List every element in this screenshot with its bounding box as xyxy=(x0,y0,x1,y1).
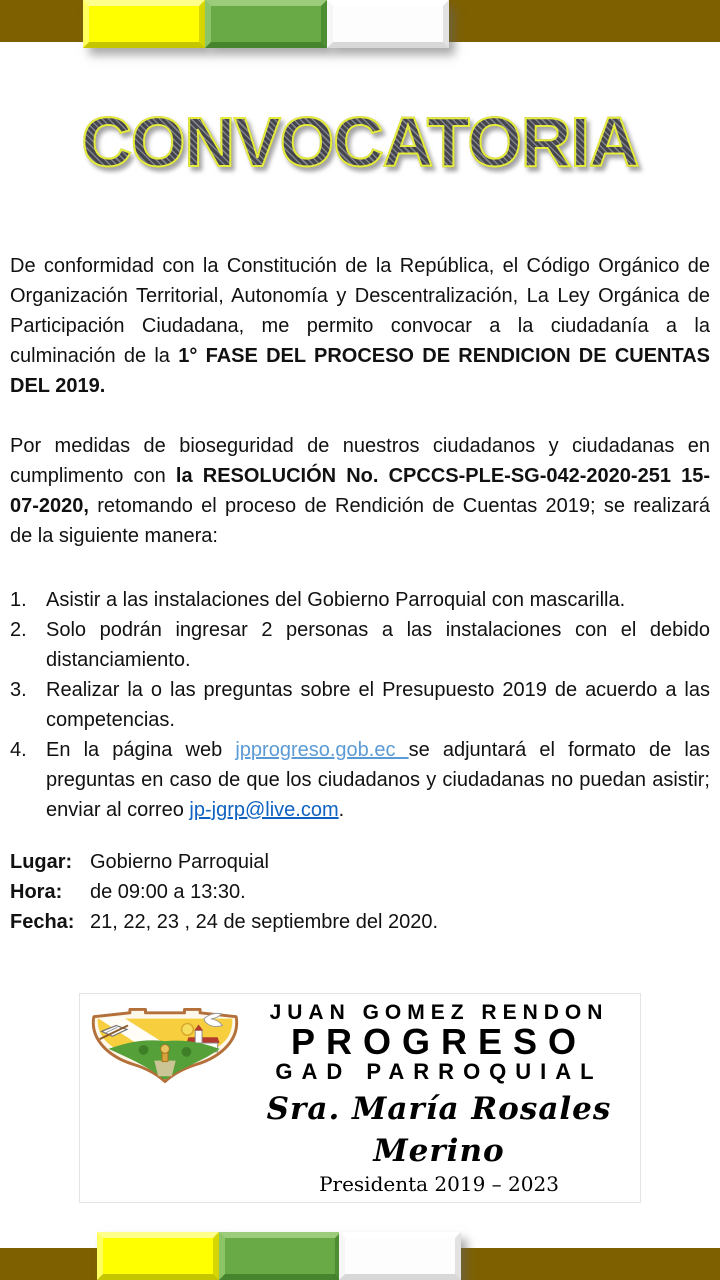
item-number: 2. xyxy=(10,619,27,641)
body-content xyxy=(10,251,710,937)
item-4-post: . xyxy=(338,799,345,821)
logo-row xyxy=(86,1002,634,1196)
website-link[interactable]: jpprogreso.gob.ec xyxy=(235,739,409,761)
org-name-line-1: JUAN GOMEZ RENDON xyxy=(269,1001,609,1024)
bottom-green-block xyxy=(219,1232,341,1280)
org-name-line-2: PROGRESO xyxy=(290,1021,588,1062)
lugar-value: Gobierno Parroquial xyxy=(90,851,269,873)
list-item-4 xyxy=(10,735,710,825)
paragraph-2-pre: Por medidas de bioseguridad de nuestros ciudadanos y ciudadanas en cumplimento con xyxy=(10,435,710,487)
org-name-line-3: GAD PARROQUIAL xyxy=(275,1059,603,1084)
hora-label: Hora: xyxy=(10,881,63,903)
hora-value: de 09:00 a 13:30. xyxy=(90,881,246,903)
page-title: CONVOCATORIA xyxy=(0,0,720,181)
item-number: 4. xyxy=(10,739,27,761)
intro-paragraph-1 xyxy=(10,251,710,401)
item-text: Realizar la o las preguntas sobre el Presupuesto 2019 de acuerdo a las competencias. xyxy=(46,679,710,731)
lugar-label: Lugar: xyxy=(10,851,73,873)
detail-row-fecha xyxy=(10,907,710,937)
detail-row-lugar xyxy=(10,847,710,877)
item-number: 1. xyxy=(10,589,27,611)
bottom-yellow-block xyxy=(97,1232,219,1280)
instructions-list xyxy=(10,585,710,825)
bottom-white-block xyxy=(339,1232,461,1280)
event-details xyxy=(10,847,710,937)
detail-row-hora xyxy=(10,877,710,907)
gad-parroquial-logo xyxy=(79,993,641,1203)
item-text xyxy=(46,735,710,825)
paragraph-2-post: retomando el proceso de Rendición de Cuentas 2019; se realizará de la siguiente manera: xyxy=(10,495,710,547)
bottom-brown-bar xyxy=(0,1248,720,1280)
parish-crest-icon xyxy=(86,1006,244,1084)
list-item-3 xyxy=(10,675,710,735)
email-link[interactable]: jp-jgrp@live.com xyxy=(189,799,339,821)
item-text: Solo podrán ingresar 2 personas a las instalaciones con el debido distanciamiento. xyxy=(46,619,710,671)
president-signature: Sra. María Rosales Merino xyxy=(266,1091,612,1169)
intro-paragraph-2 xyxy=(10,431,710,551)
president-term: Presidenta 2019 – 2023 xyxy=(319,1172,559,1196)
fecha-label: Fecha: xyxy=(10,911,75,933)
bottom-decoration xyxy=(0,1220,720,1280)
phase-emphasis: 1° FASE DEL PROCESO DE RENDICION DE CUENTAS DEL 2019. xyxy=(10,345,711,397)
resolution-emphasis: la RESOLUCIÓN No. CPCCS-PLE-SG-042-2020-251 15-07-2020, xyxy=(10,465,710,517)
fecha-value: 21, 22, 23 , 24 de septiembre del 2020. xyxy=(90,911,439,933)
item-4-mid: se adjuntará el formato de las preguntas en caso de que los ciudadanos y ciudadanas no puedan asistir; enviar al correo xyxy=(46,739,710,821)
logo-text-block xyxy=(244,1002,634,1196)
item-text: Asistir a las instalaciones del Gobierno Parroquial con mascarilla. xyxy=(46,589,626,611)
item-4-pre: En la página web xyxy=(46,739,236,761)
paragraph-1-text: De conformidad con la Constitución de la República, el Código Orgánico de Organización Territorial, Autonomía y Descentralización, La Ley Orgánica de Participación Ciudadana, me permito convocar a la ciudadanía a la culminación de la xyxy=(10,255,710,367)
item-number: 3. xyxy=(10,679,27,701)
list-item-1 xyxy=(10,585,710,615)
list-item-2 xyxy=(10,615,710,675)
